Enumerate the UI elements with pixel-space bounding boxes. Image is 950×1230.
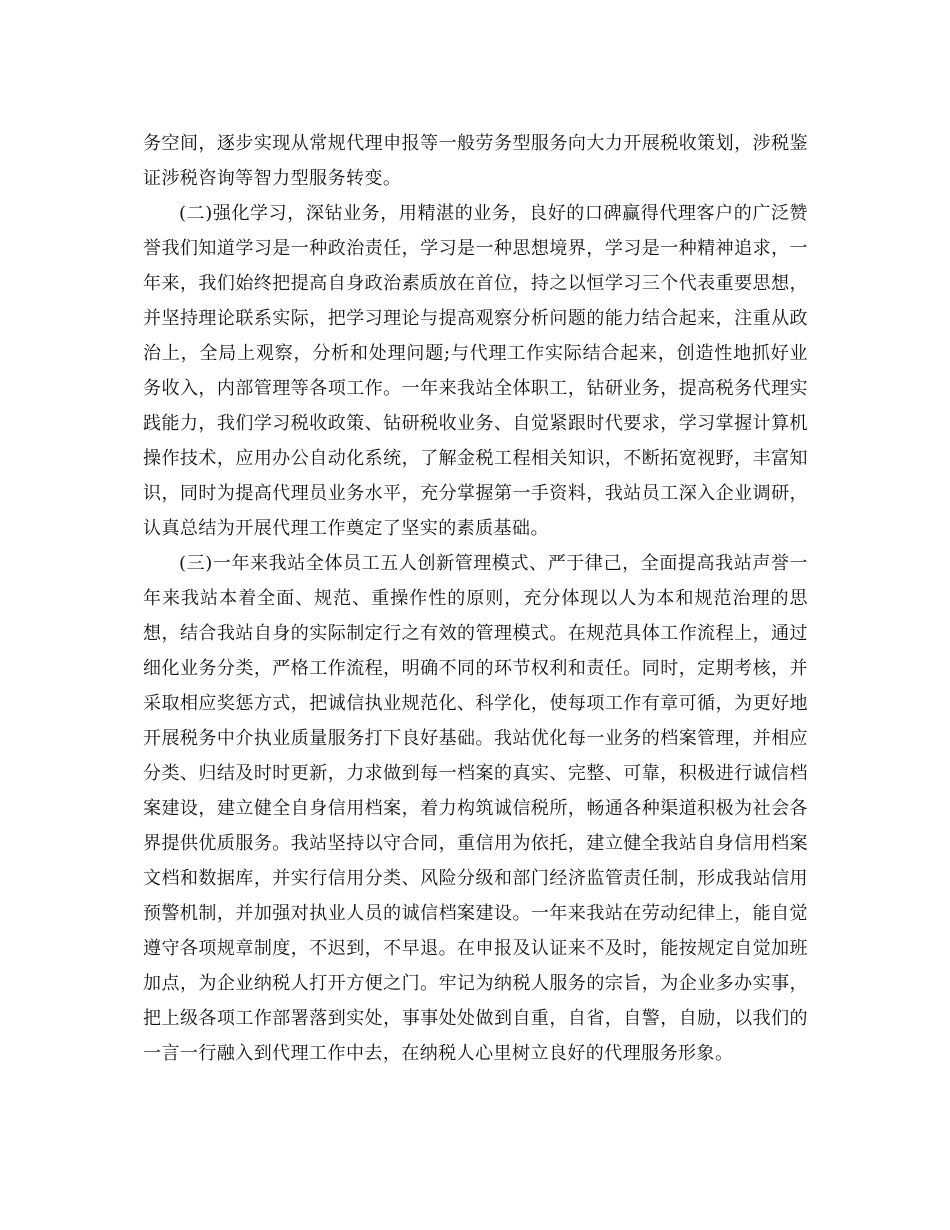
paragraph-continuation: 务空间，逐步实现从常规代理申报等一般劳务型服务向大力开展税收策划，涉税鉴证涉税咨询等智力型服务转变。 [143, 133, 808, 189]
paragraph-section-3: (三)一年来我站全体员工五人创新管理模式、严于律己，全面提高我站声誉一年来我站本着全面、规范、重操作性的原则，充分体现以人为本和规范治理的思想，结合我站自身的实际制定行之有效的管理模式。在规范具体工作流程上，通过细化业务分类，严格工作流程，明确不同的环节权利和责任。同时，定期考核，并采取相应奖惩方式，把诚信执业规范化、科学化，使每项工作有章可循，为更好地开展税务中介执业质量服务打下良好基础。我站优化每一业务的档案管理，并相应分类、归结及时时更新，力求做到每一档案的真实、完整、可靠，积极进行诚信档案建设，建立健全自身信用档案，着力构筑诚信税所，畅通各种渠道积极为社会各界提供优质服务。我站坚持以守合同，重信用为依托，建立健全我站自身信用档案文档和数据库，并实行信用分类、风险分级和部门经济监管责任制，形成我站信用预警机制，并加强对执业人员的诚信档案建设。一年来我站在劳动纪律上，能自觉遵守各项规章制度，不迟到，不早退。在申报及认证来不及时，能按规定自觉加班加点，为企业纳税人打开方便之门。牢记为纳税人服务的宗旨，为企业多办实事，把上级各项工作部署落到实处，事事处处做到自重，自省，自警，自励，以我们的一言一行融入到代理工作中去，在纳税人心里树立良好的代理服务形象。 [143, 553, 808, 1064]
paragraph-section-2: (二)强化学习，深钻业务，用精湛的业务，良好的口碑赢得代理客户的广泛赞誉我们知道学习是一种政治责任，学习是一种思想境界，学习是一种精神追求，一年来，我们始终把提高自身政治素质放在首位，持之以恒学习三个代表重要思想，并坚持理论联系实际，把学习理论与提高观察分析问题的能力结合起来，注重从政治上，全局上观察，分析和处理问题;与代理工作实际结合起来，创造性地抓好业务收入，内部管理等各项工作。一年来我站全体职工，钻研业务，提高税务代理实践能力，我们学习税收政策、钻研税收业务、自觉紧跟时代要求，学习掌握计算机操作技术，应用办公自动化系统，了解金税工程相关知识，不断拓宽视野，丰富知识，同时为提高代理员业务水平，充分掌握第一手资料，我站员工深入企业调研，认真总结为开展代理工作奠定了坚实的素质基础。 [143, 203, 808, 539]
document-body [143, 126, 808, 1071]
